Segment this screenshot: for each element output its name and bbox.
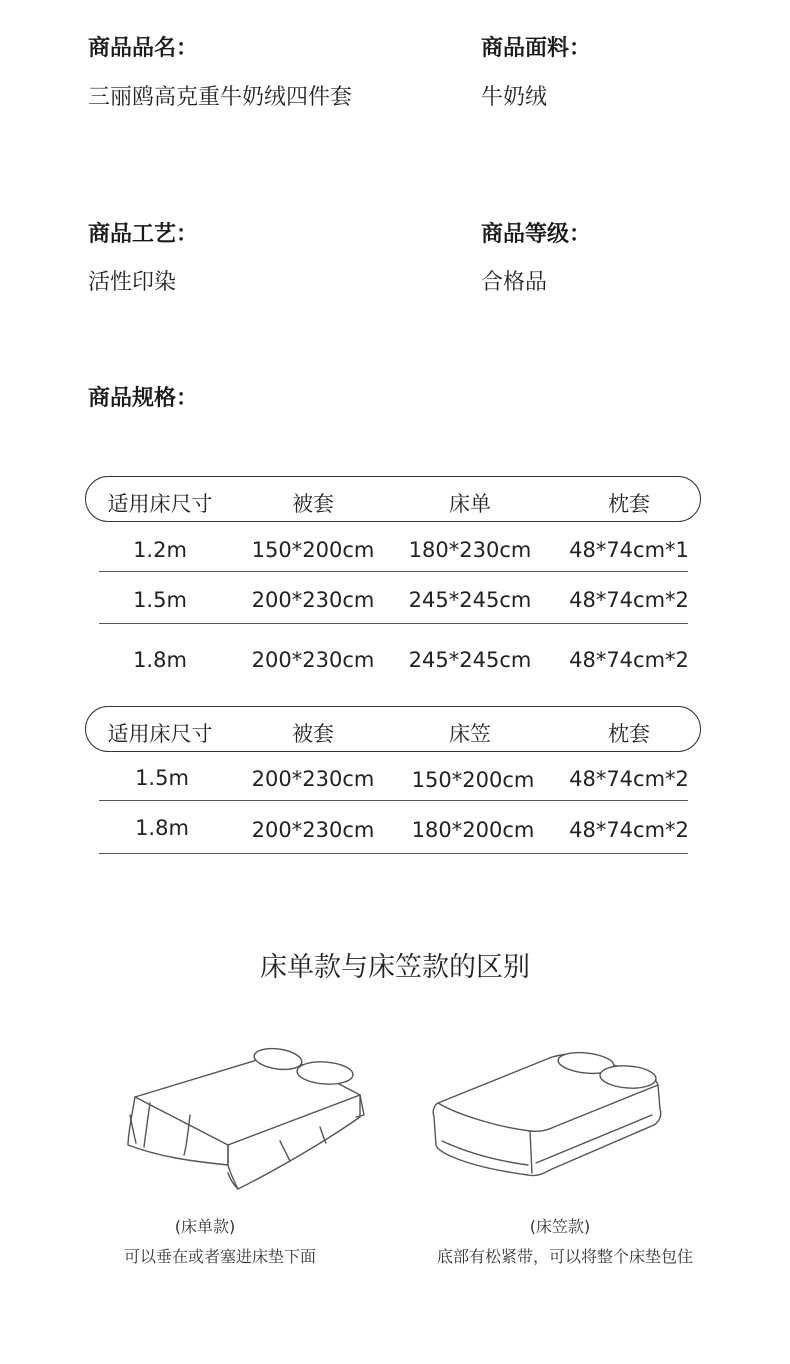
product-spec-label: 商品规格： xyxy=(88,386,199,411)
flat-sheet-description: 可以垂在或者塞进床垫下面 xyxy=(123,1247,316,1266)
product-name-value: 三丽鸥高克重牛奶绒四件套 xyxy=(88,85,353,110)
product-fabric-label: 商品面料： xyxy=(481,36,592,61)
product-grade-value: 合格品 xyxy=(481,270,548,295)
cell-duvet-cover: 200*230cm xyxy=(251,767,375,791)
cell-duvet-cover: 200*230cm xyxy=(251,588,375,612)
flat-sheet-caption: (床单款) xyxy=(174,1217,236,1236)
header-bed-size: 适用床尺寸 xyxy=(107,492,213,516)
cell-pillowcase: 48*74cm*1 xyxy=(569,538,689,562)
product-grade-label: 商品等级： xyxy=(481,222,592,247)
header-pillowcase: 枕套 xyxy=(608,722,650,746)
product-name-label: 商品品名： xyxy=(88,36,199,61)
header-flat-sheet: 床单 xyxy=(449,492,491,516)
fitted-sheet-description: 底部有松紧带，可以将整个床垫包住 xyxy=(436,1247,693,1266)
row-divider xyxy=(99,623,688,624)
cell-bed-size: 1.5m xyxy=(135,766,189,790)
fitted-sheet-caption: (床笠款) xyxy=(529,1217,591,1236)
product-craft-value: 活性印染 xyxy=(88,270,177,295)
cell-flat-sheet: 245*245cm xyxy=(408,648,532,672)
fitted-sheet-bed-icon xyxy=(428,1045,668,1185)
cell-fitted-sheet: 150*200cm xyxy=(411,768,535,792)
product-craft-label: 商品工艺： xyxy=(88,222,199,247)
flat-sheet-bed-icon xyxy=(120,1045,370,1195)
cell-flat-sheet: 245*245cm xyxy=(408,588,532,612)
header-bed-size: 适用床尺寸 xyxy=(107,722,213,746)
cell-pillowcase: 48*74cm*2 xyxy=(569,818,689,842)
cell-duvet-cover: 200*230cm xyxy=(251,648,375,672)
cell-duvet-cover: 150*200cm xyxy=(251,538,375,562)
cell-pillowcase: 48*74cm*2 xyxy=(569,767,689,791)
header-duvet-cover: 被套 xyxy=(292,492,334,516)
cell-fitted-sheet: 180*200cm xyxy=(411,818,535,842)
row-divider xyxy=(99,853,688,854)
cell-bed-size: 1.8m xyxy=(135,816,189,840)
row-divider xyxy=(99,800,688,801)
header-duvet-cover: 被套 xyxy=(292,722,334,746)
cell-duvet-cover: 200*230cm xyxy=(251,818,375,842)
header-fitted-sheet: 床笠 xyxy=(449,722,491,746)
cell-bed-size: 1.2m xyxy=(133,538,187,562)
row-divider xyxy=(99,571,688,572)
cell-bed-size: 1.5m xyxy=(133,588,187,612)
cell-bed-size: 1.8m xyxy=(133,648,187,672)
cell-pillowcase: 48*74cm*2 xyxy=(569,648,689,672)
header-pillowcase: 枕套 xyxy=(608,492,650,516)
cell-pillowcase: 48*74cm*2 xyxy=(569,588,689,612)
product-fabric-value: 牛奶绒 xyxy=(481,85,548,110)
section-title: 床单款与床笠款的区别 xyxy=(260,952,530,983)
cell-flat-sheet: 180*230cm xyxy=(408,538,532,562)
